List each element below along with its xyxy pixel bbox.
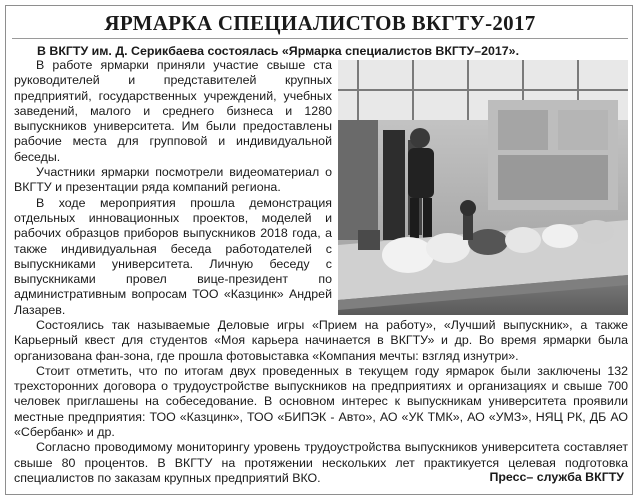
paragraph: В работе ярмарки приняли участие свыше ста руководителей и представителей крупных предприятий, государственных учреждений, учебных заведений, малого и среднего бизнеса и 1280 выпускников университета. Им были предоставлены рабочие места для групповой и индивидуальной беседы. [14, 58, 332, 164]
title-divider [12, 38, 628, 39]
article-lead: В ВКГТУ им. Д. Серикбаева состоялась «Ярмарка специалистов ВКГТУ–2017». [37, 44, 520, 58]
article-title: ЯРМАРКА СПЕЦИАЛИСТОВ ВКГТУ-2017 [104, 11, 536, 35]
article-signature: Пресс– служба ВКГТУ [489, 470, 624, 484]
event-photo-illustration [338, 60, 628, 315]
paragraph: Стоит отметить, что по итогам двух проведенных в текущем году ярмарок были заключены 132 трехсторонних договора о трудоустройстве выпускников на предприятиях и организациях и свыше 700 человек приглашены на собеседование. В основном интерес к выпускникам университета проявили местные предприятия: ТОО «Казцинк», ТОО «БИПЭК - Авто», АО «УК ТМК», АО «УМЗ», НЯЦ РК, ДБ АО «Сбербанк» и др. [14, 363, 628, 440]
paragraph: Согласно проводимому мониторингу уровень трудоустройства выпускников университета составляет свыше 80 процентов. В ВКГТУ на протяжении нескольких лет практикуется целевая подготовка специалистов по заказам крупных предприятий ВКО. [14, 440, 628, 485]
article-body [14, 318, 628, 486]
paragraph: Состоялись так называемые Деловые игры «Прием на работу», «Лучший выпускник», а также Карьерный квест для студентов «Моя карьера начинается в ВКГТУ» и др. Во время ярмарки была организована фан-зона, где прошла фотовыставка «Компания мечты: взгляд изнутри». [14, 318, 628, 363]
event-photo [338, 60, 628, 315]
paragraph: В ходе мероприятия прошла демонстрация отдельных инновационных проектов, моделей и рабочих образцов приборов выпускников 2018 года, а также индивидуальная беседа работодателей с выпускниками университета. Личную беседу с выпускниками провел вице-президент по административным вопросам ТОО «Казцинк» Андрей Лазарев. [14, 195, 332, 317]
article-column-text [14, 58, 332, 318]
paragraph: Участники ярмарки посмотрели видеоматериал о ВКГТУ и презентации ряда компаний региона. [14, 165, 332, 195]
